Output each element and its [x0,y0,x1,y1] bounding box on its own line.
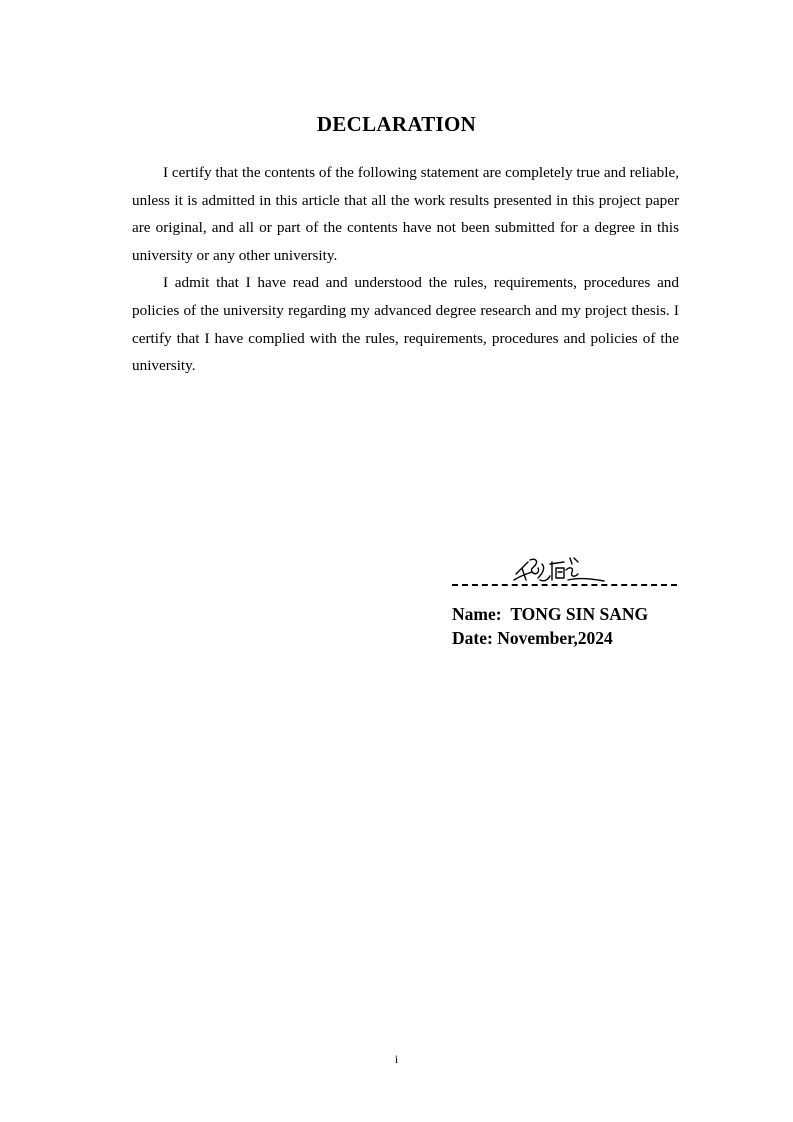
page-title: DECLARATION [316,112,477,136]
signature-line [452,552,677,590]
handwritten-signature-icon [512,554,612,588]
declaration-paragraph-2: I admit that I have read and understood the rules, requirements, procedures and policies of the university regarding my advanced degree research and my project thesis. I certify that I have complied with the rules, requirements, procedures and policies of the university. [132,274,679,375]
signing-date: November,2024 [497,628,613,648]
signer-name-row [452,602,682,626]
page-number: i [394,1052,399,1066]
date-label: Date: [452,628,493,648]
declaration-body [132,159,679,380]
signer-name: TONG SIN SANG [510,604,649,624]
declaration-paragraph-1: I certify that the contents of the following statement are completely true and reliable, unless it is admitted in this article that all the work results presented in this project paper are original, and all or part of the contents have not been submitted for a degree in this university or any other university. [132,164,679,264]
signature-block [452,552,682,650]
signing-date-row [452,626,682,650]
name-label: Name: [452,604,502,624]
